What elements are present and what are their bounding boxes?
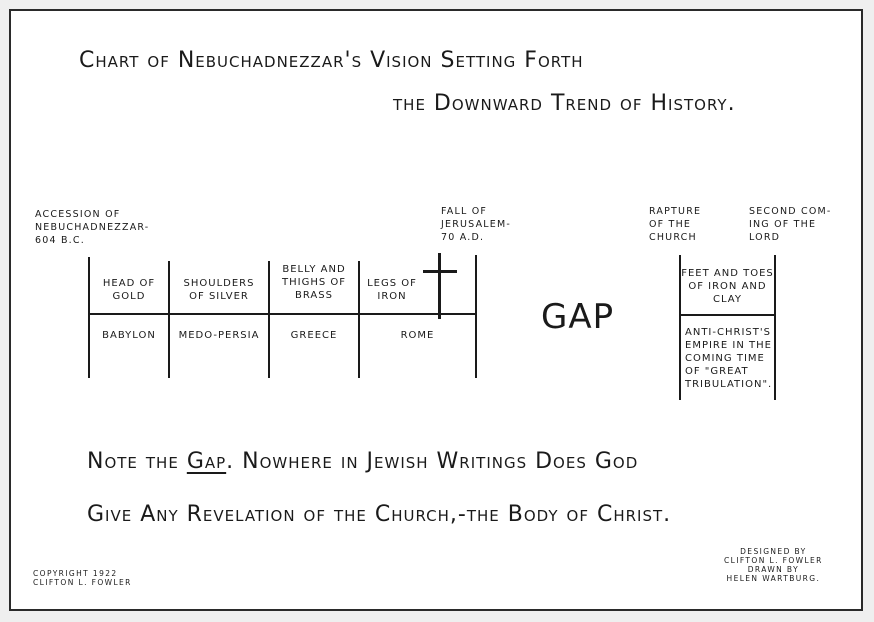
note-text-after: . Nowhere in Jewish Writings Does God <box>226 449 639 474</box>
cell-legs-of-iron: LEGS OF IRON <box>367 278 417 302</box>
cross-bar <box>423 270 457 273</box>
cell-shoulders-of-silver: SHOULDERS OF SILVER <box>183 278 255 302</box>
cell-rome: ROME <box>400 330 435 341</box>
row-divider-left <box>88 313 477 315</box>
note-line-2: Give Any Revelation of the Church,-the Body of Christ. <box>87 502 672 527</box>
row-divider-right <box>679 314 776 316</box>
copyright: COPYRIGHT 1922 CLIFTON L. FOWLER <box>33 569 132 587</box>
chart-sheet <box>9 9 863 611</box>
note-line-1 <box>87 449 638 474</box>
cell-head-of-gold: HEAD OF GOLD <box>102 278 156 302</box>
accession-label: ACCESSION OF NEBUCHADNEZZAR- 604 B.C. <box>35 209 150 246</box>
note-text-before: Note the <box>87 449 187 474</box>
gap-label: GAP <box>541 297 615 337</box>
divider-accession <box>88 257 90 378</box>
fall-of-jerusalem-label: FALL OF JERUSALEM- 70 A.D. <box>441 206 511 243</box>
cross-icon <box>438 253 441 319</box>
title-line-1: Chart of Nebuchadnezzar's Vision Setting Forth <box>79 48 584 73</box>
cell-babylon: BABYLON <box>102 330 156 341</box>
cell-greece: GREECE <box>290 330 338 341</box>
cell-feet-and-toes: FEET AND TOES OF IRON AND CLAY <box>681 268 774 305</box>
designer-credits: DESIGNED BY CLIFTON L. FOWLER DRAWN BY HELEN WARTBURG. <box>724 547 823 583</box>
note-gap-word: Gap <box>186 449 227 474</box>
cell-belly-and-thighs: BELLY AND THIGHS OF BRASS <box>282 264 346 301</box>
second-coming-label: SECOND COM- ING OF THE LORD <box>749 206 832 243</box>
cell-anti-christ-empire: ANTI-CHRIST'S EMPIRE IN THE COMING TIME OF "GREAT TRIBULATION". <box>685 327 773 390</box>
title-line-2: the Downward Trend of History. <box>393 91 736 116</box>
rapture-label: RAPTURE OF THE CHURCH <box>649 206 702 243</box>
divider-fall <box>475 255 477 378</box>
cell-medo-persia: MEDO-PERSIA <box>178 330 260 341</box>
